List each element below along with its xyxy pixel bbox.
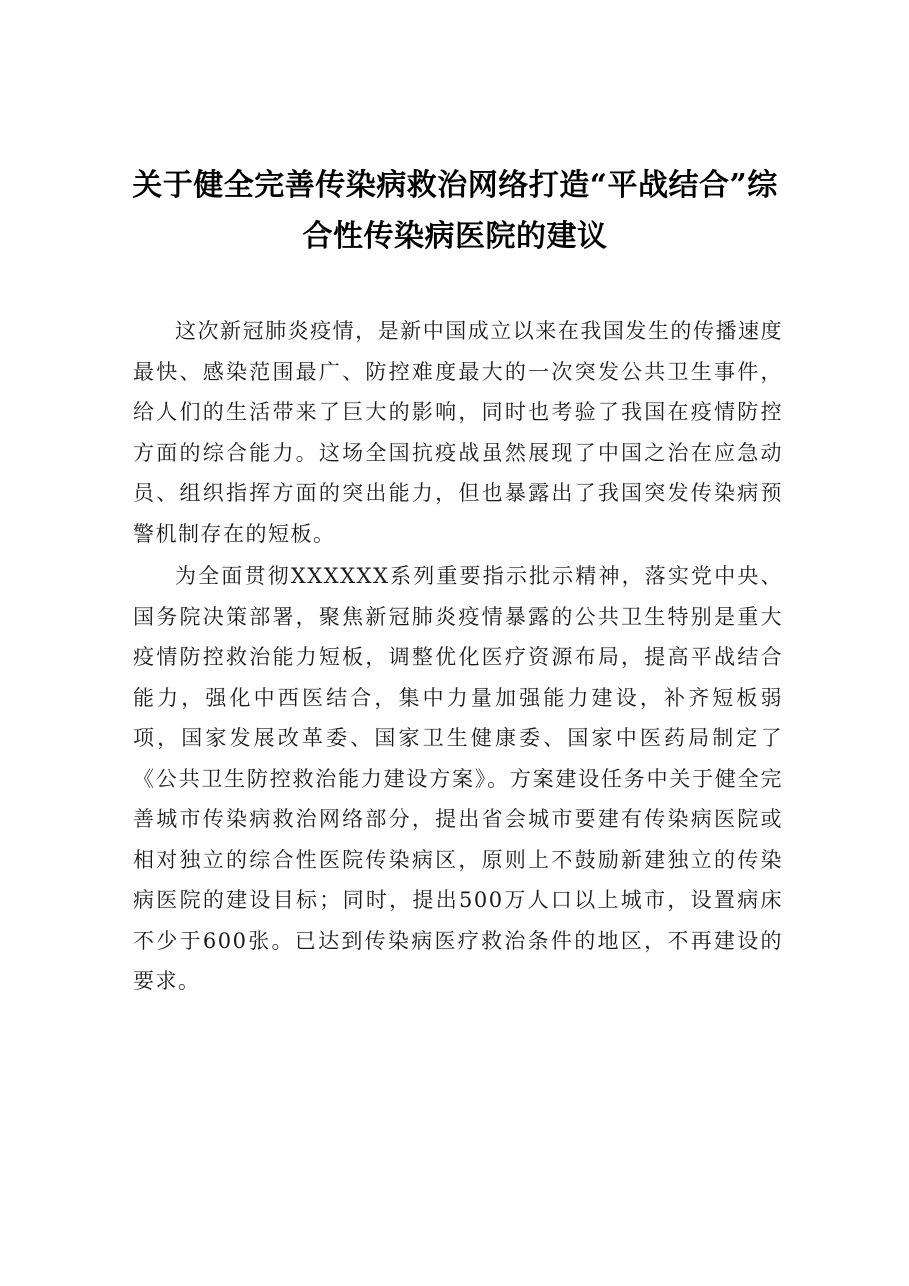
- document-body: [133, 311, 783, 1004]
- paragraph-1: 这次新冠肺炎疫情，是新中国成立以来在我国发生的传播速度最快、感染范围最广、防控难度最大的一次突发公共卫生事件，给人们的生活带来了巨大的影响，同时也考验了我国在疫情防控方面的综合能力。这场全国抗疫战虽然展现了中国之治在应急动员、组织指挥方面的突出能力，但也暴露出了我国突发传染病预警机制存在的短板。: [133, 319, 783, 546]
- document-title: 关于健全完善传染病救治网络打造“平战结合”综合性传染病医院的建议: [132, 168, 778, 254]
- paragraph-2: 为全面贯彻XXXXXX系列重要指示批示精神，落实党中央、国务院决策部署，聚焦新冠肺炎疫情暴露的公共卫生特别是重大疫情防控救治能力短板，调整优化医疗资源布局，提高平战结合能力，强化中西医结合，集中力量加强能力建设，补齐短板弱项，国家发展改革委、国家卫生健康委、国家中医药局制定了《公共卫生防控救治能力建设方案》。方案建设任务中关于健全完善城市传染病救治网络部分，提出省会城市要建有传染病医院或相对独立的综合性医院传染病区，原则上不鼓励新建独立的传染病医院的建设目标；同时，提出500万人口以上城市，设置病床不少于600张。已达到传染病医疗救治条件的地区，不再建设的要求。: [133, 564, 783, 993]
